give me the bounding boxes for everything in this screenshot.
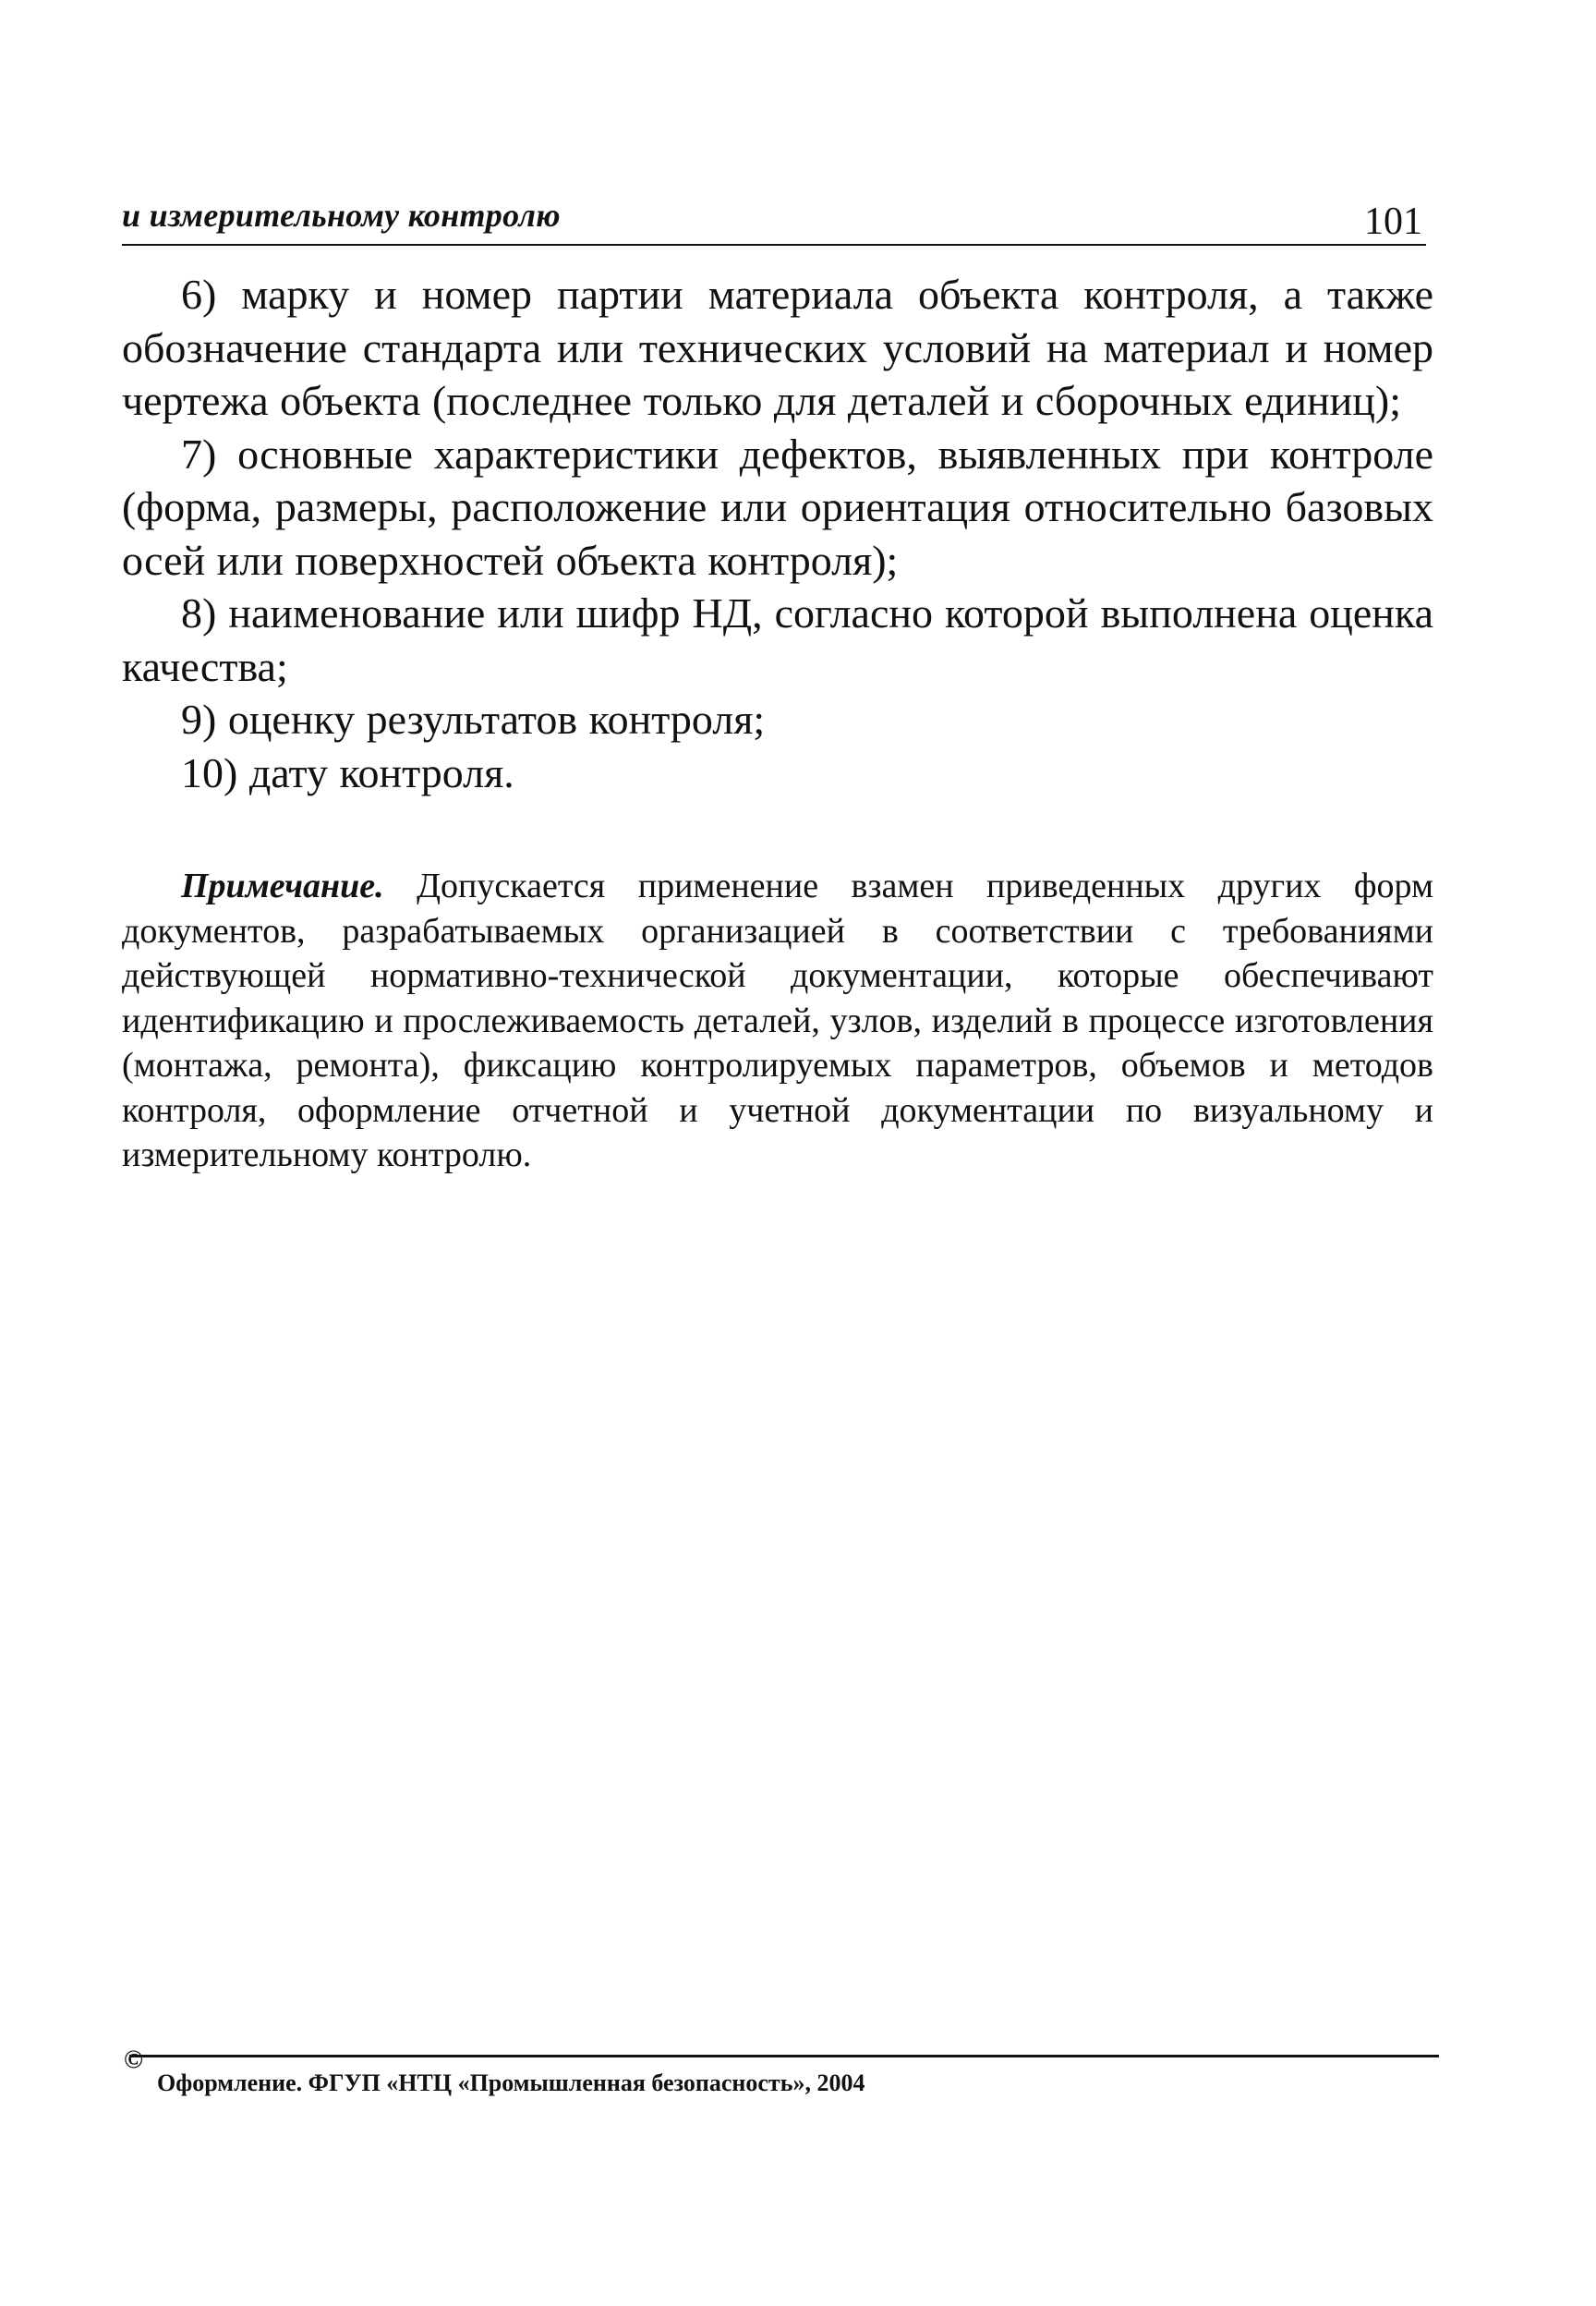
note-paragraph [122,864,1433,1178]
running-title: и измерительному контролю [122,197,561,234]
footer-rule [129,2055,1439,2057]
list-item-7: 7) основные характеристики дефектов, выявленных при контроле (форма, размеры, расположение или ориентация относительно базовых осей или поверхностей объекта контроля); [122,430,1433,584]
list-item-10: 10) дату контроля. [181,748,514,796]
copyright-mark: © [124,2045,143,2074]
running-header [122,185,1433,251]
page-number: 101 [1364,200,1422,243]
body-text [122,268,1433,799]
list-item-9: 9) оценку результатов контроля; [181,696,766,743]
list-item-6: 6) марку и номер партии материала объекта контроля, а также обозначение стандарта или технических условий на материал и номер чертежа объекта (последнее только для деталей и сборочных единиц); [122,271,1433,424]
note-text: Допускается применение взамен приведенных других форм документов, разрабатываемых организацией в соответствии с требованиями действующей нормативно-технической документации, которые обеспечивают идентификацию и прослеживаемость деталей, узлов, изделий в процессе изготовления (монтажа, ремонта), фиксацию контролируемых параметров, объемов и методов контроля, оформление отчетной и учетной документации по визуальному и измерительному контролю. [122,867,1433,1174]
list-item-8: 8) наименование или шифр НД, согласно которой выполнена оценка качества; [122,589,1433,690]
copyright-text: Оформление. ФГУП «НТЦ «Промышленная безопасность», 2004 [157,2069,865,2096]
header-rule [122,244,1426,246]
note-label: Примечание. [181,867,384,905]
